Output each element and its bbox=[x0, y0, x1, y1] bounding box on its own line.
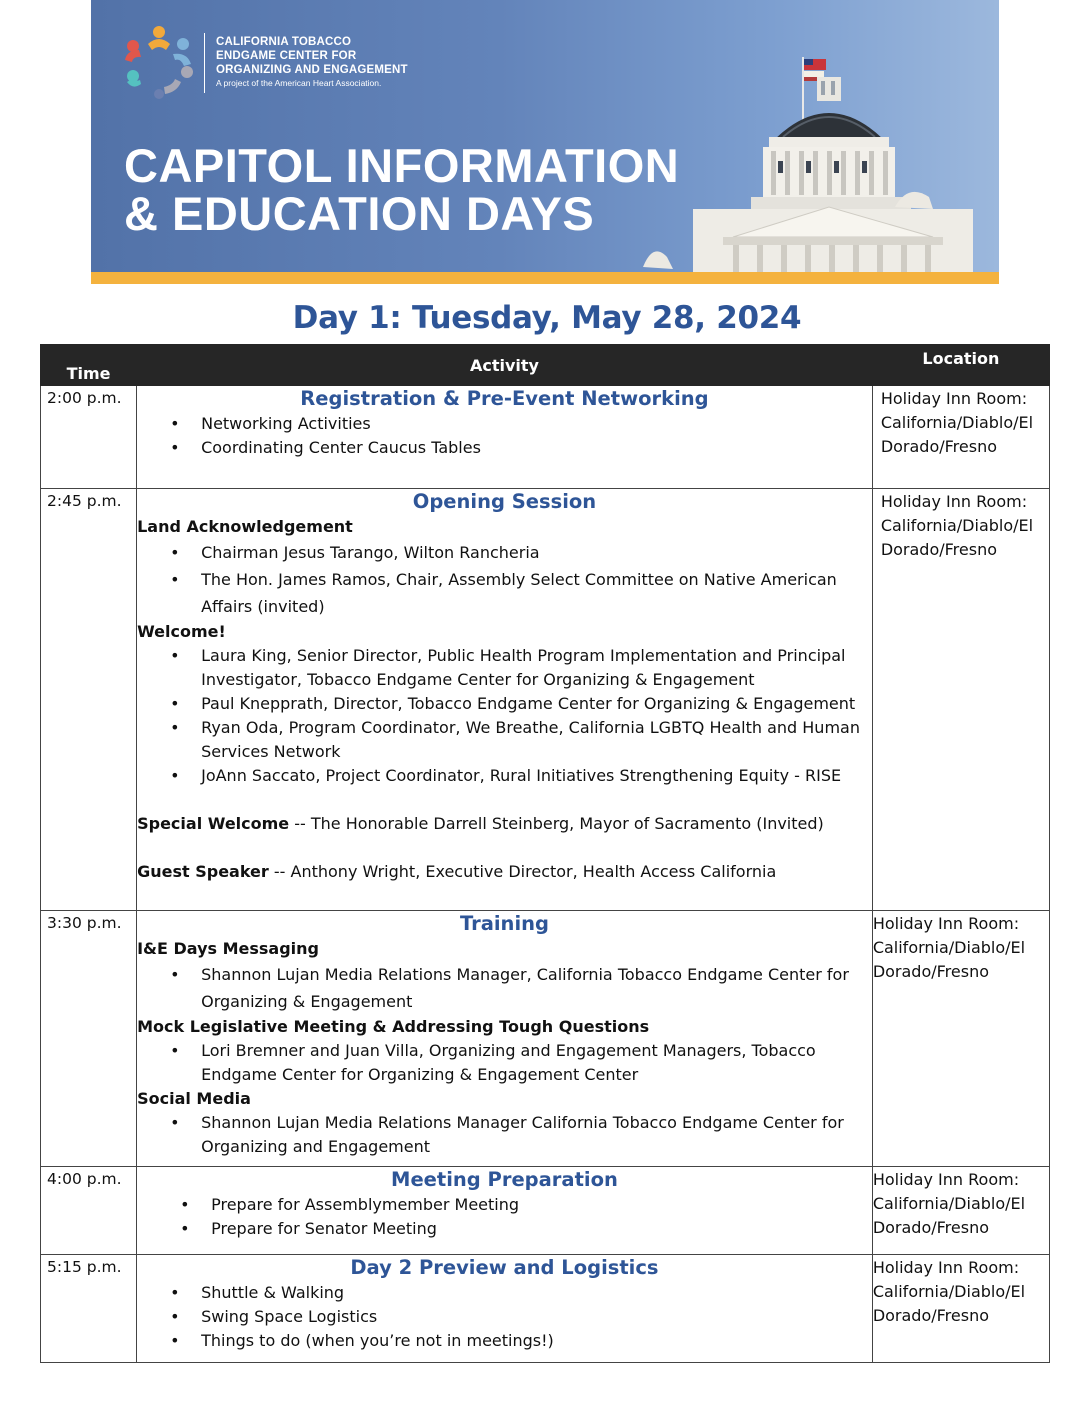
table-row bbox=[41, 386, 1050, 489]
banner-title bbox=[124, 139, 680, 240]
table-header-row bbox=[41, 345, 1050, 386]
location-line: California/Diablo/El bbox=[872, 938, 1026, 957]
list-item: • Things to do (when you’re not in meetings!) bbox=[137, 1329, 872, 1353]
location-cell bbox=[872, 1167, 1049, 1255]
activity-cell bbox=[137, 1255, 873, 1363]
time-cell: 5:15 p.m. bbox=[41, 1255, 137, 1363]
location-line: Dorado/Fresno bbox=[872, 1306, 990, 1325]
activity-cell bbox=[137, 386, 873, 489]
org-line-2: ENDGAME CENTER FOR bbox=[216, 50, 357, 62]
logo-divider bbox=[204, 33, 205, 93]
special-welcome-line bbox=[137, 812, 872, 836]
guest-speaker-label: Guest Speaker bbox=[137, 862, 269, 881]
location-line: California/Diablo/El bbox=[880, 413, 1034, 432]
org-line-3: ORGANIZING AND ENGAGEMENT bbox=[216, 64, 408, 76]
time-cell: 3:30 p.m. bbox=[41, 911, 137, 1167]
activity-cell bbox=[137, 489, 873, 911]
location-line: Dorado/Fresno bbox=[872, 1218, 990, 1237]
list-item: • Prepare for Assemblymember Meeting bbox=[137, 1193, 872, 1217]
capitol-building-icon bbox=[633, 57, 973, 272]
list-item: • Ryan Oda, Program Coordinator, We Breathe, California LGBTQ Health and Human Services Network bbox=[137, 716, 872, 764]
special-welcome-label: Special Welcome bbox=[137, 814, 290, 833]
section-heading-welcome: Welcome! bbox=[137, 622, 226, 641]
time-cell: 2:00 p.m. bbox=[41, 386, 137, 489]
org-name bbox=[216, 35, 408, 89]
table-row bbox=[41, 911, 1050, 1167]
location-line: Dorado/Fresno bbox=[880, 540, 998, 559]
org-line-1: CALIFORNIA TOBACCO bbox=[216, 36, 352, 48]
header-banner bbox=[91, 0, 999, 284]
table-row bbox=[41, 1255, 1050, 1363]
schedule-table bbox=[40, 344, 1050, 1363]
activity-cell bbox=[137, 1167, 873, 1255]
activity-bullets bbox=[137, 644, 872, 788]
location-cell bbox=[872, 489, 1049, 911]
list-item: • Prepare for Senator Meeting bbox=[137, 1217, 872, 1241]
column-header-location: Location bbox=[872, 345, 1049, 386]
activity-bullets bbox=[137, 1193, 872, 1241]
activity-bullets bbox=[137, 1039, 872, 1087]
people-circle-logo-icon bbox=[121, 24, 197, 100]
special-welcome-text: -- The Honorable Darrell Steinberg, Mayor of Sacramento (Invited) bbox=[289, 814, 824, 833]
activity-cell bbox=[137, 911, 873, 1167]
activity-title: Day 2 Preview and Logistics bbox=[350, 1256, 659, 1279]
banner-title-line-2: & EDUCATION DAYS bbox=[124, 187, 595, 240]
org-subtitle: A project of the American Heart Association. bbox=[216, 78, 382, 88]
activity-title: Registration & Pre-Event Networking bbox=[300, 387, 709, 410]
time-cell: 4:00 p.m. bbox=[41, 1167, 137, 1255]
list-item: • Coordinating Center Caucus Tables bbox=[137, 436, 872, 460]
section-heading-mock-meeting: Mock Legislative Meeting & Addressing Tough Questions bbox=[137, 1017, 650, 1036]
location-line: Holiday Inn Room: bbox=[880, 389, 1028, 408]
location-line: Holiday Inn Room: bbox=[872, 1170, 1020, 1189]
location-line: Holiday Inn Room: bbox=[872, 1258, 1020, 1277]
activity-bullets bbox=[137, 961, 872, 1015]
activity-bullets bbox=[137, 1111, 872, 1159]
table-row bbox=[41, 1167, 1050, 1255]
list-item: • Laura King, Senior Director, Public Health Program Implementation and Principal Investigator, Tobacco Endgame Center for Organizing & Engagement bbox=[137, 644, 872, 692]
column-header-activity: Activity bbox=[137, 345, 873, 386]
activity-bullets bbox=[137, 1281, 872, 1353]
location-line: Holiday Inn Room: bbox=[880, 492, 1028, 511]
list-item: • Paul Knepprath, Director, Tobacco Endgame Center for Organizing & Engagement bbox=[137, 692, 872, 716]
section-heading-social-media: Social Media bbox=[137, 1089, 251, 1108]
list-item: • Networking Activities bbox=[137, 412, 872, 436]
location-cell bbox=[872, 386, 1049, 489]
banner-title-line-1: CAPITOL INFORMATION bbox=[124, 139, 680, 192]
activity-title: Opening Session bbox=[412, 490, 597, 513]
location-cell bbox=[872, 911, 1049, 1167]
section-heading-messaging: I&E Days Messaging bbox=[137, 939, 320, 958]
location-line: Dorado/Fresno bbox=[872, 962, 990, 981]
time-cell: 2:45 p.m. bbox=[41, 489, 137, 911]
guest-speaker-text: -- Anthony Wright, Executive Director, Health Access California bbox=[268, 862, 777, 881]
activity-title: Training bbox=[459, 912, 549, 935]
list-item: • Shuttle & Walking bbox=[137, 1281, 872, 1305]
table-row bbox=[41, 489, 1050, 911]
location-line: California/Diablo/El bbox=[880, 516, 1034, 535]
section-heading-land-acknowledgement: Land Acknowledgement bbox=[137, 517, 353, 536]
location-line: Holiday Inn Room: bbox=[872, 914, 1020, 933]
column-header-time: Time bbox=[41, 345, 137, 386]
activity-bullets bbox=[137, 412, 872, 460]
list-item: • The Hon. James Ramos, Chair, Assembly Select Committee on Native American Affairs (invited) bbox=[137, 566, 872, 620]
activity-bullets bbox=[137, 539, 872, 620]
banner-gold-stripe bbox=[91, 272, 999, 284]
list-item: • Lori Bremner and Juan Villa, Organizing and Engagement Managers, Tobacco Endgame Center for Organizing & Engagement Center bbox=[137, 1039, 872, 1087]
list-item: • Swing Space Logistics bbox=[137, 1305, 872, 1329]
location-line: California/Diablo/El bbox=[872, 1282, 1026, 1301]
page-title: Day 1: Tuesday, May 28, 2024 bbox=[292, 300, 802, 336]
location-cell bbox=[872, 1255, 1049, 1363]
list-item: • Shannon Lujan Media Relations Manager California Tobacco Endgame Center for Organizing and Engagement bbox=[137, 1111, 872, 1159]
activity-title: Meeting Preparation bbox=[391, 1168, 618, 1191]
list-item: • Chairman Jesus Tarango, Wilton Rancheria bbox=[137, 539, 872, 566]
list-item: • Shannon Lujan Media Relations Manager, California Tobacco Endgame Center for Organizing & Engagement bbox=[137, 961, 872, 1015]
location-line: Dorado/Fresno bbox=[880, 437, 998, 456]
guest-speaker-line bbox=[137, 860, 872, 884]
location-line: California/Diablo/El bbox=[872, 1194, 1026, 1213]
list-item: • JoAnn Saccato, Project Coordinator, Rural Initiatives Strengthening Equity - RISE bbox=[137, 764, 872, 788]
